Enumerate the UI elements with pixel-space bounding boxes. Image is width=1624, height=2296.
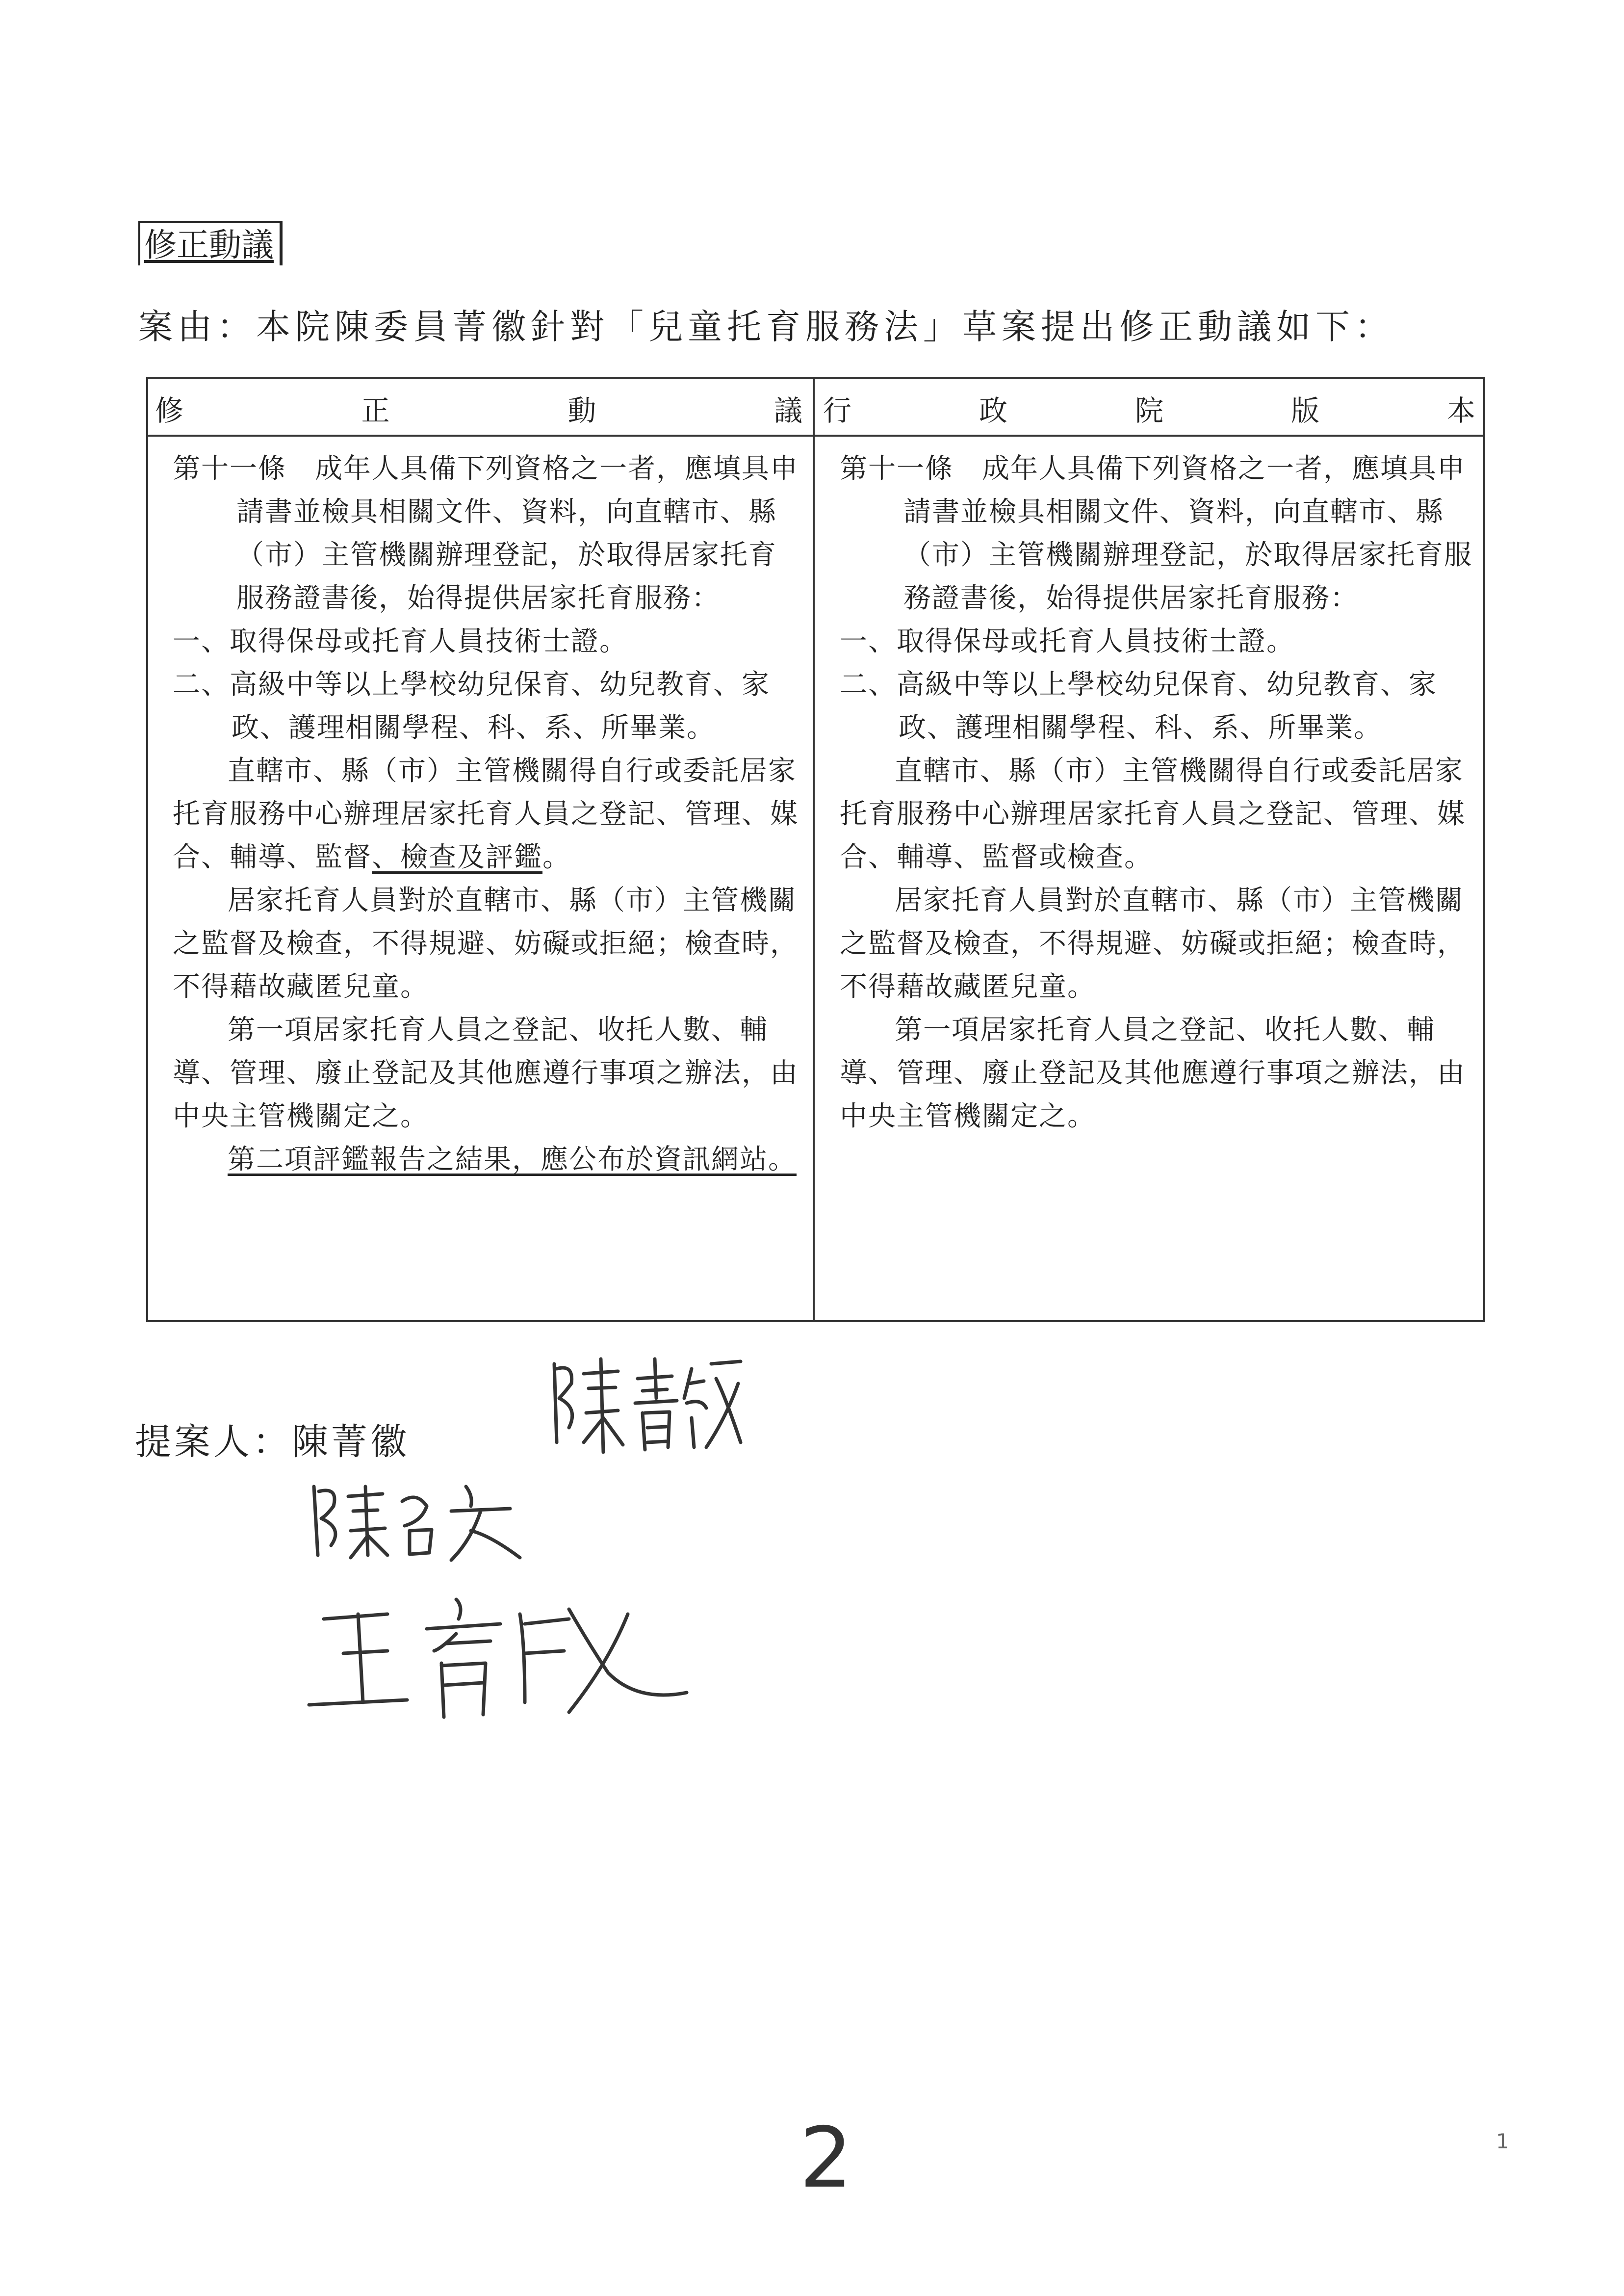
left-header-char: 修 bbox=[155, 394, 184, 427]
proposer-line bbox=[135, 1413, 410, 1465]
comparison-table bbox=[146, 377, 1485, 1322]
left-header-char: 正 bbox=[361, 394, 390, 427]
right-column-header bbox=[823, 388, 1475, 427]
paragraph-four: 第一項居家托育人員之登記、收托人數、輔導、管理、廢止登記及其他應遵行事項之辦法，由中央主管機關定之。 bbox=[173, 1014, 799, 1132]
page-number: 1 bbox=[1496, 2129, 1509, 2153]
column-divider bbox=[813, 379, 815, 1320]
proposer-label: 提案人： bbox=[135, 1421, 292, 1463]
item-two: 二、高級中等以上學校幼兒保育、幼兒教育、家政、護理相關學程、科、系、所畢業。 bbox=[840, 669, 1437, 744]
signature-wang-yu-min bbox=[294, 1585, 696, 1727]
item-one: 一、取得保母或托育人員技術士證。 bbox=[173, 626, 628, 657]
underlined-new-paragraph: 第二項評鑑報告之結果，應公布於資訊網站。 bbox=[228, 1144, 797, 1175]
right-header-char: 本 bbox=[1446, 394, 1475, 427]
paragraph-three: 居家托育人員對於直轄市、縣（市）主管機關之監督及檢查，不得規避、妨礙或拒絕；檢查時，不得藉故藏匿兒童。 bbox=[840, 885, 1466, 1003]
signature-chen-chin-hui bbox=[544, 1344, 750, 1462]
paragraph-three: 居家托育人員對於直轄市、縣（市）主管機關之監督及檢查，不得規避、妨礙或拒絕；檢查時，不得藉故藏匿兒童。 bbox=[173, 885, 799, 1003]
paragraph-two: 直轄市、縣（市）主管機關得自行或委託居家托育服務中心辦理居家托育人員之登記、管理、媒合、輔導、監督或檢查。 bbox=[840, 755, 1466, 873]
item-one: 一、取得保母或托育人員技術士證。 bbox=[840, 626, 1295, 657]
right-header-char: 政 bbox=[979, 394, 1007, 427]
executive-yuan-text bbox=[840, 447, 1477, 1138]
paragraph-two bbox=[173, 750, 803, 879]
underlined-inspection: 、檢查 bbox=[372, 841, 457, 873]
paragraph-five bbox=[173, 1138, 803, 1181]
right-header-char: 版 bbox=[1290, 394, 1319, 427]
proposer-name: 陳菁徽 bbox=[292, 1421, 410, 1463]
header-divider bbox=[148, 435, 1483, 437]
right-header-char: 院 bbox=[1134, 394, 1163, 427]
paragraph-two-text: 直轄市、縣（市）主管機關得自行或委託居家托育服務中心辦理居家托育人員之登記、管理、媒合、輔導、監督 bbox=[173, 755, 799, 873]
motion-tag: 修正動議 bbox=[138, 221, 283, 265]
subject-line: 案由：本院陳委員菁徽針對「兒童托育服務法」草案提出修正動議如下： bbox=[138, 307, 1394, 347]
paragraph-four: 第一項居家托育人員之登記、收托人數、輔導、管理、廢止登記及其他應遵行事項之辦法，由中央主管機關定之。 bbox=[840, 1014, 1466, 1132]
handwritten-page-number: 2 bbox=[799, 2110, 853, 2207]
left-header-char: 議 bbox=[773, 394, 802, 427]
paragraph-two-end: 。 bbox=[542, 841, 571, 873]
article-text: 第十一條 成年人具備下列資格之一者，應填具申請書並檢具相關文件、資料，向直轄市、縣（市）主管機關辦理登記，於取得居家托育服務證書後，始得提供居家托育服務： bbox=[840, 453, 1472, 614]
amendment-text bbox=[173, 447, 803, 1181]
right-header-char: 行 bbox=[823, 394, 852, 427]
underlined-evaluation: 及評鑑 bbox=[457, 841, 542, 873]
article-text: 第十一條 成年人具備下列資格之一者，應填具申請書並檢具相關文件、資料，向直轄市、縣（市）主管機關辦理登記，於取得居家托育服務證書後，始得提供居家托育服務： bbox=[173, 453, 799, 614]
signature-chen-chao-tzu bbox=[304, 1472, 540, 1570]
left-header-char: 動 bbox=[567, 394, 596, 427]
left-column-header bbox=[155, 388, 802, 427]
item-two: 二、高級中等以上學校幼兒保育、幼兒教育、家政、護理相關學程、科、系、所畢業。 bbox=[173, 669, 770, 744]
